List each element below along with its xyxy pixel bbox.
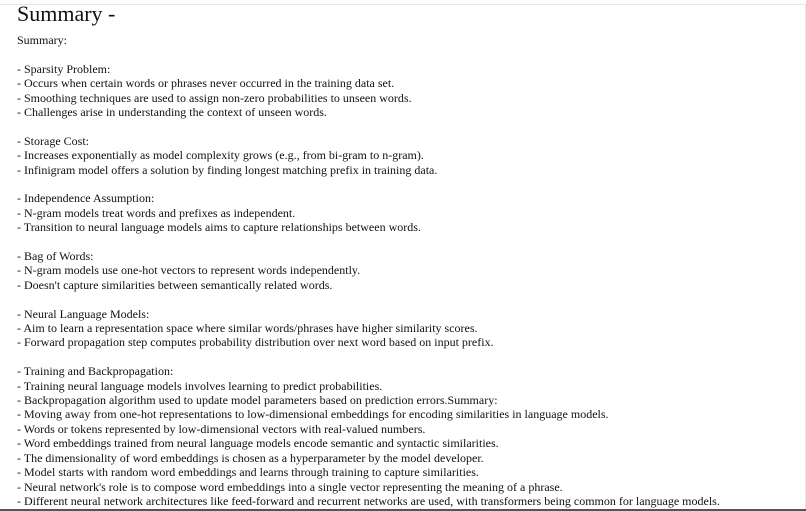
bullet-line: - Moving away from one-hot representations to low-dimensional embeddings for encoding similarities in language models. xyxy=(17,407,609,422)
summary-section xyxy=(17,191,802,234)
bullet-line: - Training neural language models involves learning to predict probabilities. xyxy=(17,378,383,393)
bullet-line: - Infinigram model offers a solution by finding longest matching prefix in training data. xyxy=(17,162,438,177)
section-heading: - Storage Cost: xyxy=(17,133,89,148)
bullet-line: - Increases exponentially as model complexity grows (e.g., from bi-gram to n-gram). xyxy=(17,148,424,163)
section-heading: - Sparsity Problem: xyxy=(17,61,111,76)
section-spacer xyxy=(17,177,802,191)
section-spacer xyxy=(17,235,802,249)
intro-label: Summary: xyxy=(17,33,67,47)
summary-document xyxy=(17,1,802,508)
sections-container xyxy=(17,47,802,508)
section-spacer xyxy=(17,292,802,306)
page-title: Summary - xyxy=(17,1,116,26)
section-spacer xyxy=(17,350,802,364)
bullet-line: - The dimensionality of word embeddings is chosen as a hyperparameter by the model developer. xyxy=(17,450,484,465)
summary-section xyxy=(17,62,802,120)
summary-section xyxy=(17,249,802,292)
bullet-line: - Smoothing techniques are used to assign non-zero probabilities to unseen words. xyxy=(17,90,412,105)
bullet-line: - Different neural network architectures like feed-forward and recurrent networks are used, with transformers being common for language models. xyxy=(17,493,720,508)
bullet-line: - N-gram models use one-hot vectors to represent words independently. xyxy=(17,263,361,278)
bullet-line: - Occurs when certain words or phrases never occurred in the training data set. xyxy=(17,76,395,91)
section-heading: - Neural Language Models: xyxy=(17,306,150,321)
section-heading: - Bag of Words: xyxy=(17,249,94,264)
section-spacer xyxy=(17,119,802,133)
bullet-line: - N-gram models treat words and prefixes as independent. xyxy=(17,205,296,220)
summary-section xyxy=(17,364,802,508)
bullet-line: - Aim to learn a representation space where similar words/phrases have higher similarity scores. xyxy=(17,321,478,336)
bullet-line: - Doesn't capture similarities between semantically related words. xyxy=(17,277,333,292)
bullet-line: - Backpropagation algorithm used to update model parameters based on prediction errors.Summary: xyxy=(17,393,498,408)
summary-section xyxy=(17,307,802,350)
bullet-line: - Words or tokens represented by low-dimensional vectors with real-valued numbers. xyxy=(17,421,426,436)
bullet-line: - Neural network's role is to compose word embeddings into a single vector representing the meaning of a phrase. xyxy=(17,479,563,494)
bullet-line: - Forward propagation step computes probability distribution over next word based on input prefix. xyxy=(17,335,494,350)
bullet-line: - Model starts with random word embeddings and learns through training to capture similarities. xyxy=(17,465,479,480)
bullet-line: - Transition to neural language models aims to capture relationships between words. xyxy=(17,220,421,235)
section-spacer xyxy=(17,47,802,61)
section-heading: - Training and Backpropagation: xyxy=(17,364,174,379)
summary-section xyxy=(17,134,802,177)
bullet-line: - Word embeddings trained from neural language models encode semantic and syntactic similarities. xyxy=(17,436,499,451)
section-heading: - Independence Assumption: xyxy=(17,191,155,206)
bullet-line: - Challenges arise in understanding the context of unseen words. xyxy=(17,105,327,120)
